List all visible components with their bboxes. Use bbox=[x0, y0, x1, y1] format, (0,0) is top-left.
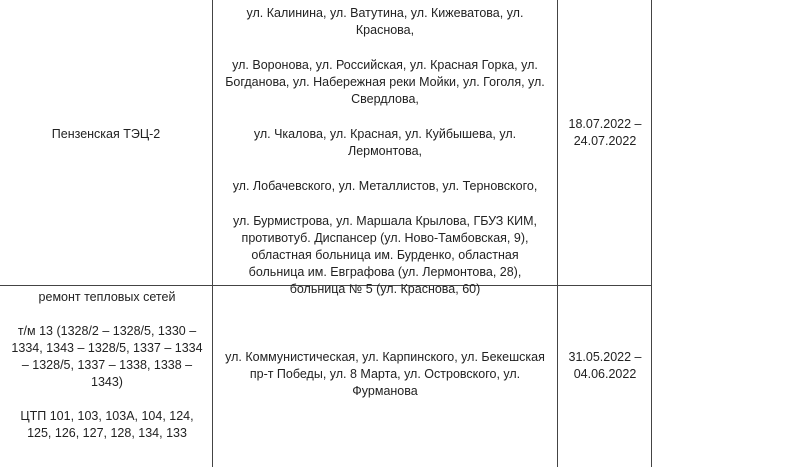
row2-dates-cell bbox=[566, 349, 644, 383]
row1-streets-2: ул. Воронова, ул. Российская, ул. Красная Горка, ул. Богданова, ул. Набережная реки Мойки, ул. Гоголя, ул. Свердлова, bbox=[225, 58, 545, 106]
column-divider bbox=[557, 0, 558, 467]
row1-streets-cell bbox=[222, 5, 548, 298]
row2-source-ctp: ЦТП 101, 103, 103А, 104, 124, 125, 126, 127, 128, 134, 133 bbox=[20, 409, 194, 440]
column-divider bbox=[212, 0, 213, 467]
row1-streets-1: ул. Калинина, ул. Ватутина, ул. Кижеватова, ул. Краснова, bbox=[246, 6, 524, 37]
row2-streets: ул. Коммунистическая, ул. Карпинского, ул. Бекешская пр-т Победы, ул. 8 Марта, ул. Островского, ул. Фурманова bbox=[225, 350, 545, 398]
row1-dates-cell bbox=[566, 116, 644, 150]
row1-source: Пензенская ТЭЦ-2 bbox=[51, 127, 161, 141]
column-divider bbox=[651, 0, 652, 467]
row1-dates: 18.07.2022 – 24.07.2022 bbox=[568, 117, 642, 148]
row1-streets-4: ул. Лобачевского, ул. Металлистов, ул. Терновского, bbox=[232, 179, 538, 193]
row1-source-cell bbox=[0, 126, 212, 143]
row2-dates: 31.05.2022 – 04.06.2022 bbox=[568, 350, 642, 381]
row1-streets-5: ул. Бурмистрова, ул. Маршала Крылова, ГБУЗ КИМ, противотуб. Диспансер (ул. Ново-Тамбовская, 9), областная больница им. Бурденко, областная больница им. Евграфова (ул. Лермонтова, 28), больница № 5 (ул. Краснова, 60) bbox=[233, 214, 537, 296]
row2-source-title: ремонт тепловых сетей bbox=[38, 290, 176, 304]
row1-streets-3: ул. Чкалова, ул. Красная, ул. Куйбышева, ул. Лермонтова, bbox=[253, 127, 517, 158]
row2-source-mains: т/м 13 (1328/2 – 1328/5, 1330 – 1334, 1343 – 1328/5, 1337 – 1334 – 1328/5, 1337 – 1338, 1338 – 1343) bbox=[11, 324, 203, 389]
row2-streets-cell bbox=[222, 349, 548, 400]
row2-source-cell bbox=[10, 289, 204, 442]
